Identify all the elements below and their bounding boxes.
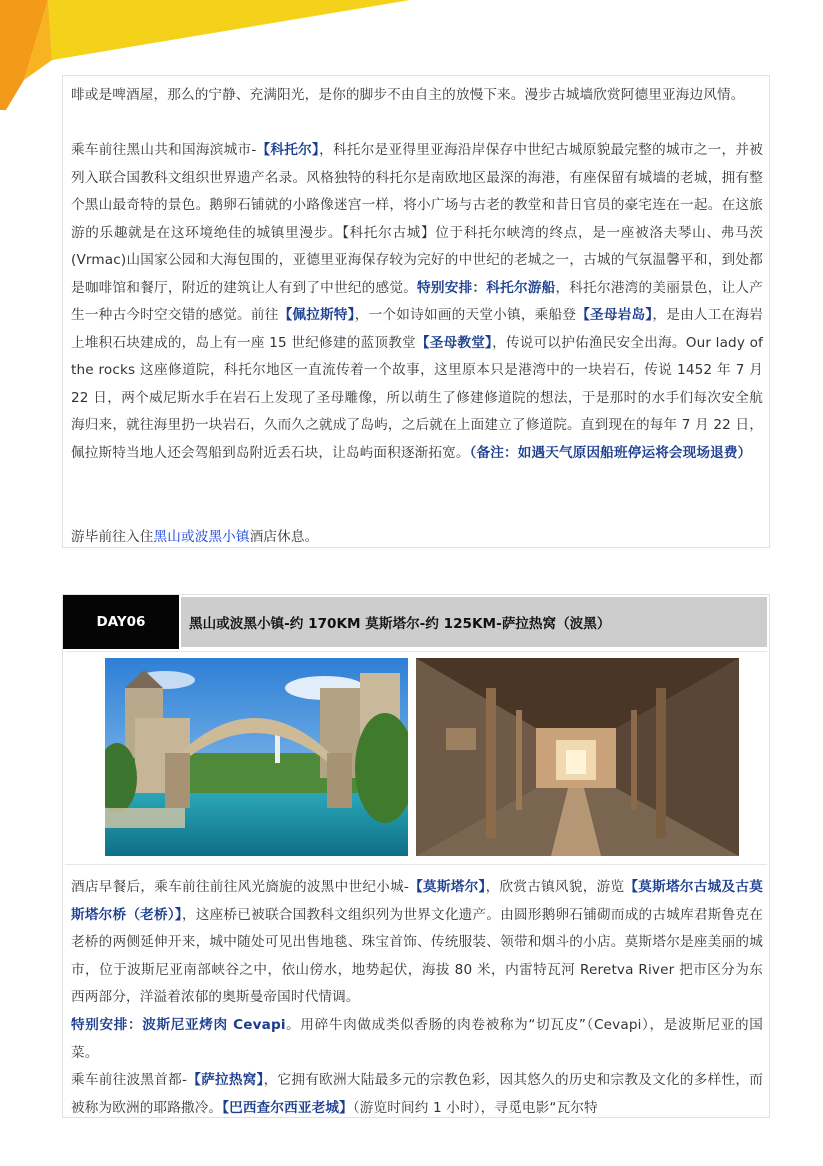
highlight-perast: 【佩拉斯特】 bbox=[278, 307, 355, 323]
paragraph-cevapi: 特别安排：波斯尼亚烤肉 Cevapi。用碎牛肉做成类似香肠的肉卷被称为“切瓦皮”（Cevapi），是波斯尼亚的国菜。 bbox=[71, 1017, 763, 1061]
paragraph-sarajevo: 乘车前往波黑首都-【萨拉热窝】，它拥有欧洲大陆最多元的宗教色彩，因其悠久的历史和宗教及文化的多样性，而被称为欧洲的耶路撒冷。【巴西查尔西亚老城】（游览时间约 1 小时），寻觅电影“瓦尔特 bbox=[71, 1072, 763, 1116]
highlight-kotor: 【科托尔】 bbox=[256, 142, 320, 158]
highlight-sarajevo: 【萨拉热窝】 bbox=[187, 1072, 264, 1088]
highlight-mostar: 【莫斯塔尔】 bbox=[409, 879, 486, 895]
day-label: DAY06 bbox=[63, 595, 179, 649]
paragraph-mostar: 酒店早餐后，乘车前往前往风光旖旎的波黑中世纪小城-【莫斯塔尔】，欣赏古镇风貌，游览【莫斯塔尔古城及古莫斯塔尔桥（老桥）】，这座桥已被联合国教科文组织列为世界文化遗产。由圆形鹅卵石铺砌而成的古城库君斯鲁克在老桥的两侧延伸开来，城中随处可见出售地毯、珠宝首饰、传统服装、领带和烟斗的小店。莫斯塔尔是座美丽的城市，位于波斯尼亚南部峡谷之中，依山傍水，地势起伏，海拔 80 米，内雷特瓦河 Reretva River 把市区分为东西两部分，洋溢着浓郁的奥斯曼帝国时代情调。 bbox=[71, 879, 764, 1005]
paragraph-hotel: 游毕前往入住黑山或波黑小镇酒店休息。 bbox=[71, 529, 319, 545]
highlight-our-lady-island: 【圣母岩岛】 bbox=[576, 307, 653, 323]
itinerary-text-block bbox=[62, 75, 770, 548]
special-arrangement-kotor-boat: 特别安排：科托尔游船 bbox=[417, 279, 556, 296]
paragraph-kotor: 乘车前往黑山共和国海滨城市-【科托尔】，科托尔是亚得里亚海沿岸保存中世纪古城原貌最完整的城市之一，并被列入联合国教科文组织世界遗产名录。风格独特的科托尔是南欧地区最深的海港，有座保留有城墙的老城，拥有整个黑山最奇特的景色。鹅卵石铺就的小路像迷宫一样，将小广场与古老的教堂和昔日官员的豪宅连在一起。在这旅游的乐趣就是在这环境绝佳的城镇里漫步。【科托尔古城】位于科托尔峡湾的终点，是一座被洛夫琴山、弗马茨(Vrmac)山国家公园和大海包围的，亚德里亚海保存较为完好的中世纪的老城之一，古城的气氛温馨平和，到处都是咖啡馆和餐厅，附近的建筑让人有到了中世纪的感觉。特别安排：科托尔游船，科托尔港湾的美丽景色，让人产生一种古今时空交错的感觉。前往【佩拉斯特】，一个如诗如画的天堂小镇，乘船登【圣母岩岛】，是由人工在海岩上堆积石块建成的，岛上有一座 15 世纪修建的蓝顶教堂【圣母教堂】，传说可以护佑渔民安全出海。Our lady of the rocks 这座修道院，科托尔地区一直流传着一个故事，这里原本只是港湾中的一块岩石，传说 1452 年 7 月 22 日，两个威尼斯水手在岩石上发现了圣母雕像，所以萌生了修建修道院的想法，于是那时的水手们每次安全航海归来，就往海里扔一块岩石，久而久之就成了岛屿，之后就在上面建立了修道院。直到现在的每年 7 月 22 日，佩拉斯特当地人还会驾船到岛附近丢石块，让岛屿面积逐渐拓宽。（备注：如遇天气原因船班停运将会现场退费） bbox=[71, 142, 764, 461]
day06-section bbox=[62, 594, 770, 1118]
special-arrangement-cevapi: 特别安排：波斯尼亚烤肉 Cevapi bbox=[71, 1017, 286, 1033]
day-title: 黑山或波黑小镇-约 170KM 莫斯塔尔-约 125KM-萨拉热窝（波黑） bbox=[181, 597, 767, 647]
hotel-location-link[interactable]: 黑山或波黑小镇 bbox=[153, 529, 250, 545]
highlight-old-bridge: 【莫斯塔尔古城及古莫斯塔尔桥（老桥）】 bbox=[71, 879, 764, 923]
tunnel-photo bbox=[416, 658, 739, 856]
mostar-bridge-photo bbox=[105, 658, 408, 856]
highlight-church: 【圣母教堂】 bbox=[415, 334, 493, 351]
photo-row bbox=[65, 651, 767, 865]
weather-note: （备注：如遇天气原因船班停运将会现场退费） bbox=[469, 444, 752, 461]
paragraph-kotor-intro-end: 啡或是啤酒屋，那么的宁静、充满阳光，是你的脚步不由自主的放慢下来。漫步古城墙欣赏阿德里亚海边风情。 bbox=[71, 87, 745, 103]
highlight-bascarsija: 【巴西查尔西亚老城】 bbox=[222, 1099, 353, 1116]
